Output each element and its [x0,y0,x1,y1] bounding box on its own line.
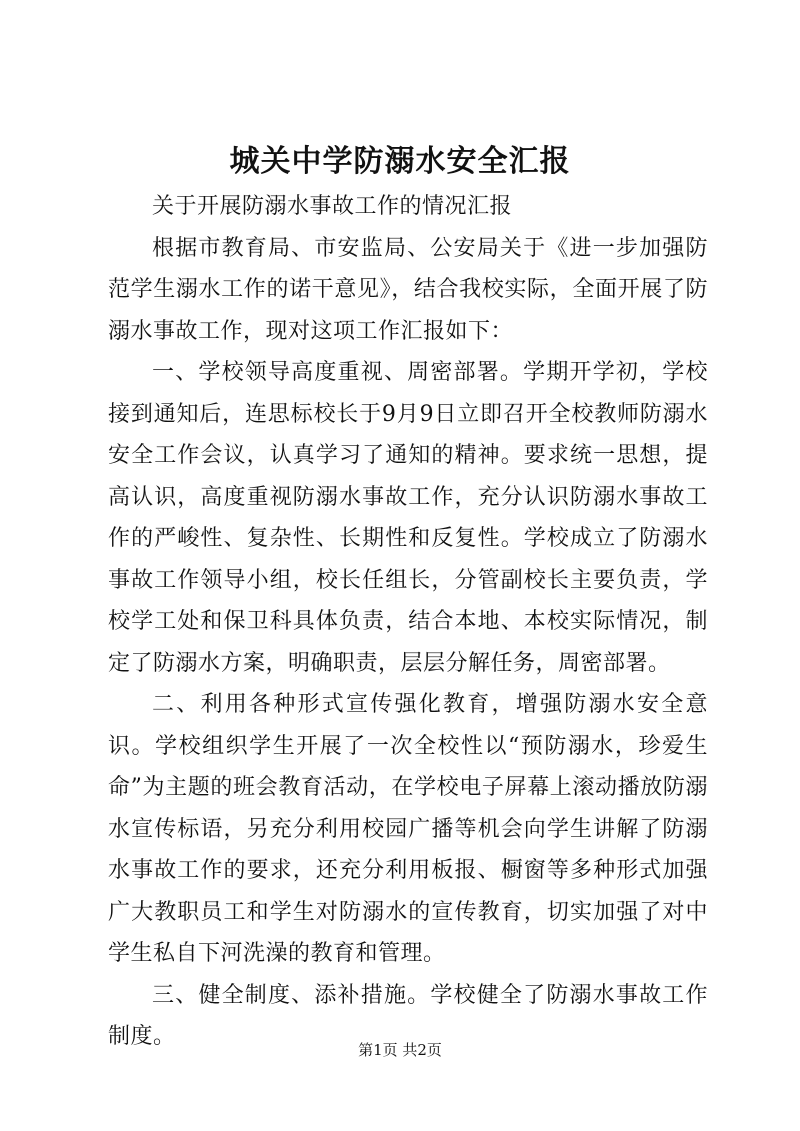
document-title: 城关中学防溺水安全汇报 [229,144,571,179]
paragraph-section-2: 二、利用各种形式宣传强化教育，增强防溺水安全意识。学校组织学生开展了一次全校性以“预防溺水，珍爱生命”为主题的班会教育活动，在学校电子屏幕上滚动播放防溺水宣传标语，另充分利用校园广播等机会向学生讲解了防溺水事故工作的要求，还充分利用板报、橱窗等多种形式加强广大教职员工和学生对防溺水的宣传教育，切实加强了对中学生私自下河洗澡的教育和管理。 [108,692,708,966]
paragraph-subtitle: 关于开展防溺水事故工作的情况汇报 [152,194,513,219]
paragraph-section-3: 三、健全制度、添补措施。学校健全了防溺水事故工作制度。 [108,982,708,1049]
page-number-footer: 第1页 共2页 [358,1041,442,1059]
document-body [108,186,708,1058]
paragraph-section-1: 一、学校领导高度重视、周密部署。学期开学初，学校接到通知后，连思标校长于9月9日立即召开全校教师防溺水安全工作会议，认真学习了通知的精神。要求统一思想，提高认识，高度重视防溺水事故工作，充分认识防溺水事故工作的严峻性、复杂性、长期性和反复性。学校成立了防溺水事故工作领导小组，校长任组长，分管副校长主要负责，学校学工处和保卫科具体负责，结合本地、本校实际情况，制定了防溺水方案，明确职责，层层分解任务，周密部署。 [108,360,708,676]
paragraph-intro: 根据市教育局、市安监局、公安局关于《进一步加强防范学生溺水工作的诺干意见》，结合我校实际，全面开展了防溺水事故工作，现对这项工作汇报如下： [108,235,708,344]
